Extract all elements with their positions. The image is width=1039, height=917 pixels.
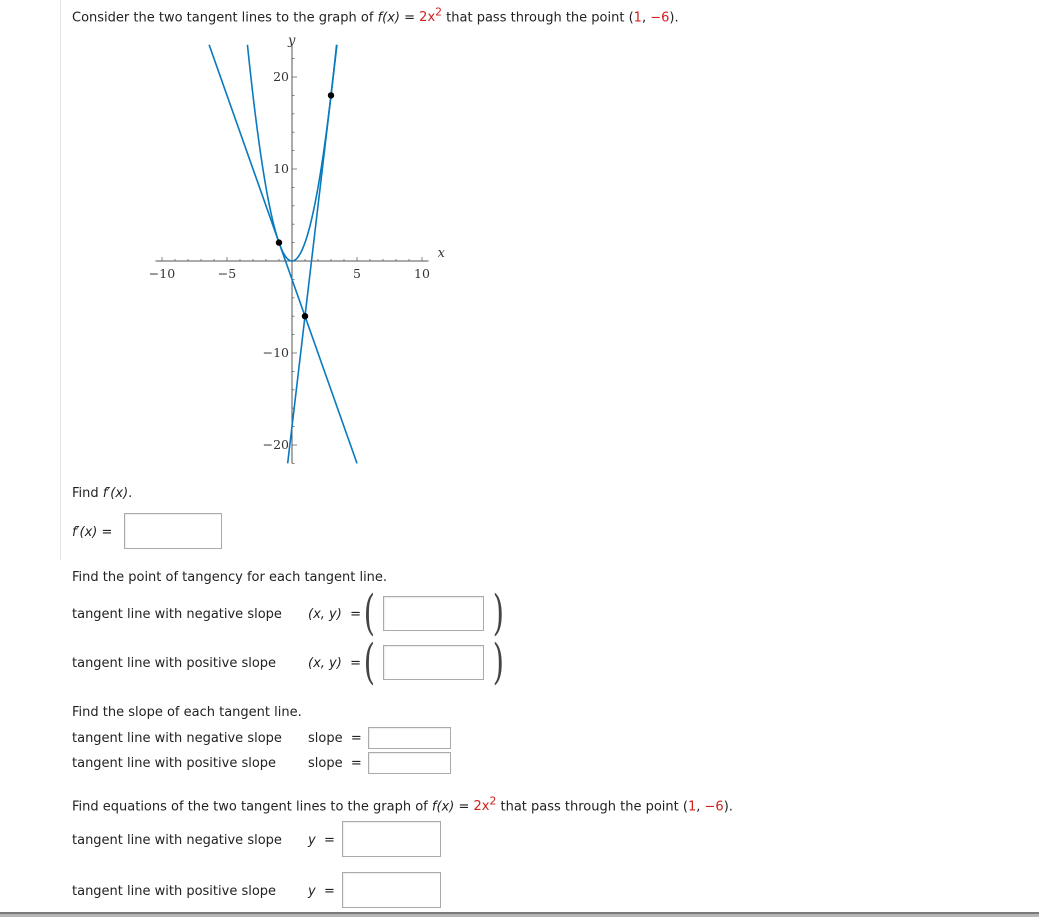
marked-point	[302, 313, 308, 319]
equations-point-comma: ,	[696, 799, 701, 815]
tangency-negative-input[interactable]	[383, 596, 484, 631]
point-x: 1	[633, 10, 642, 26]
tangency-positive-xy-text: (x, y)	[308, 656, 342, 671]
tangent-line-positive	[288, 45, 337, 464]
tangency-negative-eq: =	[350, 607, 361, 622]
slope-positive-input[interactable]	[368, 752, 451, 774]
derivative-prompt-fn: f′(x)	[102, 486, 129, 501]
equation-negative-field	[308, 833, 335, 848]
tangency-positive-label: tangent line with positive slope	[72, 656, 277, 671]
tangency-positive-input[interactable]	[383, 645, 484, 680]
equations-function-name: f(x)	[431, 799, 455, 815]
slope-negative-label: tangent line with negative slope	[72, 731, 282, 746]
slope-positive-field-text: slope	[308, 756, 343, 771]
tangency-negative-label: tangent line with negative slope	[72, 607, 282, 622]
equation-positive-eq: =	[323, 884, 335, 899]
point-open-paren: (	[628, 10, 634, 26]
slope-negative-input[interactable]	[368, 727, 451, 749]
bottom-scroll-thumb[interactable]	[0, 912, 1039, 914]
function-name: f(x)	[377, 10, 400, 26]
tangent-lines-graph	[140, 36, 450, 472]
tangency-negative-open-paren: (	[363, 585, 375, 641]
equations-given-point	[683, 799, 733, 814]
tangency-negative-xy	[308, 607, 361, 622]
equation-positive-field-text: y	[308, 884, 316, 899]
slope-positive-label: tangent line with positive slope	[72, 756, 277, 771]
equation-negative-input[interactable]	[342, 821, 441, 857]
statement-intro: Consider the two tangent lines to the graph of	[72, 10, 374, 26]
x-axis-label: x	[437, 246, 445, 261]
equation-negative-eq: =	[323, 833, 335, 848]
equations-prompt-middle: that pass through the point	[500, 799, 679, 815]
tangency-positive-open-paren: (	[363, 634, 375, 690]
equations-function-exponent: 2	[489, 795, 497, 808]
function-base: 2x	[419, 10, 436, 26]
equations-point-y: −6	[704, 799, 724, 815]
derivative-input[interactable]	[124, 513, 222, 549]
x-tick-label: 10	[414, 266, 430, 281]
equations-point-x: 1	[687, 799, 697, 815]
problem-statement	[72, 6, 679, 25]
marked-point	[276, 239, 282, 245]
function-expression	[419, 6, 443, 26]
point-y: −6	[650, 10, 670, 26]
slope-negative-field-text: slope	[308, 731, 343, 746]
equations-equals-sign: =	[458, 799, 470, 815]
derivative-prompt-suffix: .	[128, 486, 133, 501]
equations-prompt	[72, 795, 733, 814]
x-tick-label: 5	[353, 266, 361, 281]
equations-point-close-paren: ).	[723, 799, 733, 815]
derivative-answer-label	[72, 525, 112, 540]
statement-middle: that pass through the point	[446, 10, 625, 26]
equations-function-base: 2x	[473, 799, 490, 815]
question-frame-border	[60, 0, 61, 560]
slope-positive-eq: =	[350, 756, 362, 771]
derivative-prompt-prefix: Find	[72, 486, 99, 501]
x-tick-label: −10	[148, 266, 176, 281]
tangent-line-negative	[209, 45, 357, 464]
derivative-label-eq: =	[101, 525, 113, 540]
y-tick-label: −10	[262, 345, 289, 360]
derivative-label-fn: f′(x)	[72, 525, 98, 540]
tangency-negative-close-paren: )	[492, 585, 504, 641]
derivative-prompt	[72, 486, 132, 501]
y-tick-label: −20	[262, 437, 289, 452]
equals-sign: =	[404, 10, 416, 26]
equation-negative-field-text: y	[308, 833, 316, 848]
point-comma: ,	[641, 10, 647, 26]
y-tick-label: 20	[273, 69, 289, 84]
slope-negative-eq: =	[350, 731, 362, 746]
x-tick-label: −5	[217, 266, 237, 281]
slope-negative-field	[308, 731, 362, 746]
tangency-negative-xy-text: (x, y)	[308, 607, 342, 622]
equations-function-expression	[473, 795, 497, 815]
y-axis-label: y	[288, 36, 296, 49]
y-tick-label: 10	[273, 161, 289, 176]
slope-prompt: Find the slope of each tangent line.	[72, 705, 302, 720]
tangency-positive-xy	[308, 656, 361, 671]
given-point	[629, 10, 679, 25]
function-exponent: 2	[435, 6, 443, 19]
tangency-positive-eq: =	[350, 656, 361, 671]
point-close-paren: ).	[669, 10, 679, 26]
equation-negative-label: tangent line with negative slope	[72, 833, 282, 848]
equation-positive-input[interactable]	[342, 872, 441, 908]
slope-positive-field	[308, 756, 362, 771]
tangency-prompt: Find the point of tangency for each tangent line.	[72, 570, 388, 585]
equation-positive-field	[308, 884, 335, 899]
equations-point-open-paren: (	[682, 799, 688, 815]
equations-prompt-text: Find equations of the two tangent lines to the graph of	[72, 799, 428, 815]
equation-positive-label: tangent line with positive slope	[72, 884, 277, 899]
tangency-positive-close-paren: )	[492, 634, 504, 690]
marked-point	[328, 92, 334, 98]
